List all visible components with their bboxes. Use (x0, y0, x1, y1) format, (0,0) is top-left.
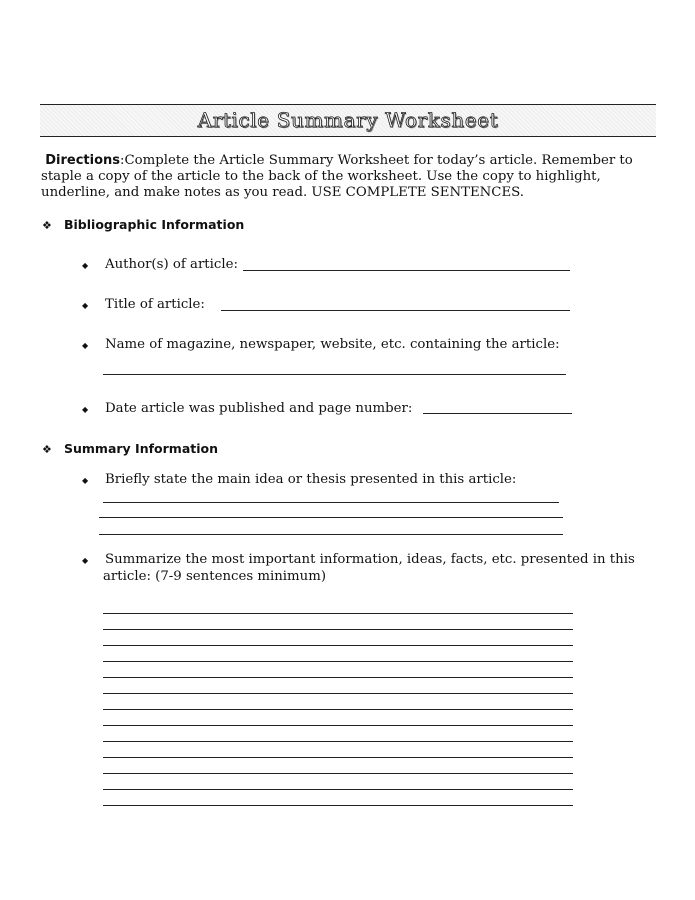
summary-line[interactable] (103, 629, 573, 630)
section-diamond-icon: ❖ (42, 443, 52, 456)
author-label: Author(s) of article: (105, 257, 238, 272)
section-heading: Summary Information (64, 441, 218, 456)
summary-line[interactable] (103, 677, 573, 678)
summary-line[interactable] (103, 805, 573, 806)
section-heading: Bibliographic Information (64, 217, 245, 232)
bullet-icon: ◆ (82, 405, 89, 414)
title-input-line[interactable] (221, 310, 570, 311)
section-summary (42, 441, 218, 456)
bullet-icon: ◆ (82, 476, 89, 485)
section-diamond-icon: ❖ (42, 219, 52, 232)
publication-label: Name of magazine, newspaper, website, etc. containing the article: (105, 337, 560, 352)
page-title: Article Summary Worksheet (197, 108, 499, 132)
summary-line[interactable] (103, 709, 573, 710)
date-input-line[interactable] (423, 413, 572, 414)
author-input-line[interactable] (243, 270, 570, 271)
summarize-label-line-1: Summarize the most important information, ideas, facts, etc. presented in this (105, 552, 635, 567)
summary-line[interactable] (103, 645, 573, 646)
directions-line-3: underline, and make notes as you read. USE COMPLETE SENTENCES. (41, 185, 525, 200)
main-idea-line[interactable] (103, 502, 559, 503)
directions-line-1: :Complete the Article Summary Worksheet for today’s article. Remember to (120, 153, 633, 168)
summary-line[interactable] (103, 773, 573, 774)
summary-line[interactable] (103, 757, 573, 758)
title-label: Title of article: (105, 297, 205, 312)
title-banner (40, 104, 656, 137)
summary-line[interactable] (103, 741, 573, 742)
bullet-icon: ◆ (82, 556, 89, 565)
directions-label: Directions (45, 153, 121, 168)
summarize-label-line-2: article: (7-9 sentences minimum) (103, 569, 327, 584)
section-bibliographic (42, 217, 244, 232)
bullet-icon: ◆ (82, 301, 89, 310)
summary-line[interactable] (103, 693, 573, 694)
summary-line[interactable] (103, 661, 573, 662)
bullet-icon: ◆ (82, 341, 89, 350)
summary-line[interactable] (103, 789, 573, 790)
main-idea-label: Briefly state the main idea or thesis presented in this article: (105, 472, 517, 487)
date-label: Date article was published and page number: (105, 401, 413, 416)
publication-input-line[interactable] (103, 374, 566, 375)
main-idea-line[interactable] (99, 517, 563, 518)
directions-line-2: staple a copy of the article to the back of the worksheet. Use the copy to highlight, (41, 169, 601, 184)
summary-line[interactable] (103, 725, 573, 726)
summary-line[interactable] (103, 613, 573, 614)
directions-block (41, 153, 641, 201)
main-idea-line[interactable] (99, 534, 563, 535)
bullet-icon: ◆ (82, 261, 89, 270)
